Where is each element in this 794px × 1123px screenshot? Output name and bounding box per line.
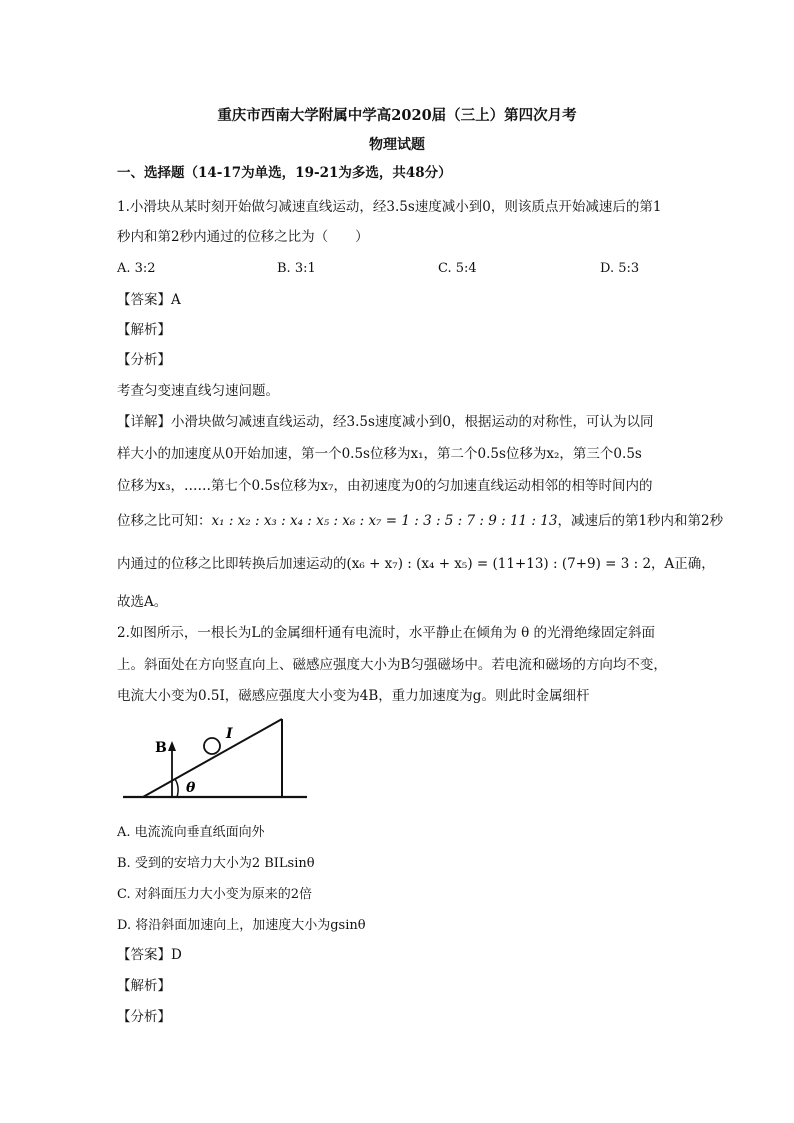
- angle-arc: [175, 779, 178, 797]
- q2-option-c: C. 对斜面压力大小变为原来的2倍: [117, 887, 313, 902]
- document-subtitle: 物理试题: [369, 137, 425, 153]
- label-B: B: [155, 740, 167, 756]
- q1-detail-line-1: 【详解】小滑块做匀减速直线运动，经3.5s速度减小到0，根据运动的对称性，可认为以同: [117, 414, 654, 430]
- q2-option-a: A. 电流流向垂直纸面向外: [117, 825, 265, 840]
- q2-option-b: B. 受到的安培力大小为2 BILsinθ: [117, 856, 315, 871]
- label-I: I: [226, 726, 233, 742]
- q2-option-d: D. 将沿斜面加速向上，加速度大小为gsinθ: [117, 918, 366, 933]
- magnetic-field-arrowhead: [168, 741, 176, 751]
- q1-detail-line-5: [117, 554, 715, 574]
- q2-fenxi-label: 【分析】: [117, 1009, 171, 1025]
- metal-rod-cross-section: [204, 738, 220, 754]
- q1-fenxi-text: 考查匀变速直线匀速问题。: [117, 383, 279, 399]
- q1-detail-line-5-text-a: 内通过的位移之比即转换后加速运动的: [117, 556, 347, 572]
- incline-surface: [143, 719, 282, 797]
- q1-option-d: D. 5:3: [600, 261, 640, 276]
- q1-option-c: C. 5:4: [438, 261, 477, 276]
- q1-fenxi-label: 【分析】: [117, 352, 171, 368]
- q1-detail-line-2: 样大小的加速度从0开始加速，第一个0.5s位移为x₁，第二个0.5s位移为x₂，第三个0.5s: [117, 446, 642, 462]
- q1-option-a: A. 3:2: [117, 261, 156, 276]
- label-theta: θ: [186, 780, 196, 796]
- q1-detail-line-3: 位移为x₃，……第七个0.5s位移为x₇，由初速度为0的匀加速直线运动相邻的相等时间内的: [117, 478, 653, 494]
- q1-answer: 【答案】A: [117, 292, 181, 308]
- q1-ratio-result-formula: (x₆ + x₇) : (x₄ + x₅) = (11+13) : (7+9) = 3 : 2: [346, 556, 652, 572]
- q1-detail-line-4-text-a: 位移之比可知：: [117, 513, 212, 529]
- q1-conclusion: 故选A。: [117, 594, 168, 610]
- incline-diagram: [115, 712, 310, 804]
- q1-stem-line-2: 秒内和第2秒内通过的位移之比为（ ）: [117, 229, 369, 245]
- q1-detail-line-5-text-b: ，A正确，: [651, 556, 715, 572]
- q1-option-b: B. 3:1: [277, 261, 316, 276]
- document-title: 重庆市西南大学附属中学高2020届（三上）第四次月考: [217, 107, 577, 124]
- q1-detail-line-4-text-b: ，减速后的第1秒内和第2秒: [557, 513, 724, 529]
- q2-jiexi-label: 【解析】: [117, 978, 171, 994]
- q1-displacement-ratio-formula: x₁ : x₂ : x₃ : x₄ : x₅ : x₆ : x₇ = 1 : 3 : 5 : 7 : 9 : 11 : 13: [211, 513, 558, 529]
- q1-stem-line-1: 1.小滑块从某时刻开始做匀减速直线运动，经3.5s速度减小到0，则该质点开始减速后的第1: [117, 199, 662, 215]
- q2-stem-line-2: 上。斜面处在方向竖直向上、磁感应强度大小为B匀强磁场中。若电流和磁场的方向均不变，: [117, 657, 667, 673]
- q2-stem-line-3: 电流大小变为0.5I，磁感应强度大小变为4B，重力加速度为g。则此时金属细杆: [117, 688, 590, 704]
- q2-stem-line-1: 2.如图所示，一根长为L的金属细杆通有电流时，水平静止在倾角为 θ 的光滑绝缘固定斜面: [117, 625, 656, 641]
- q2-answer: 【答案】D: [117, 947, 182, 963]
- section-heading: 一、选择题（14-17为单选，19-21为多选，共48分）: [117, 165, 452, 181]
- q1-jiexi-label: 【解析】: [117, 322, 171, 338]
- q1-detail-line-4: [117, 511, 723, 531]
